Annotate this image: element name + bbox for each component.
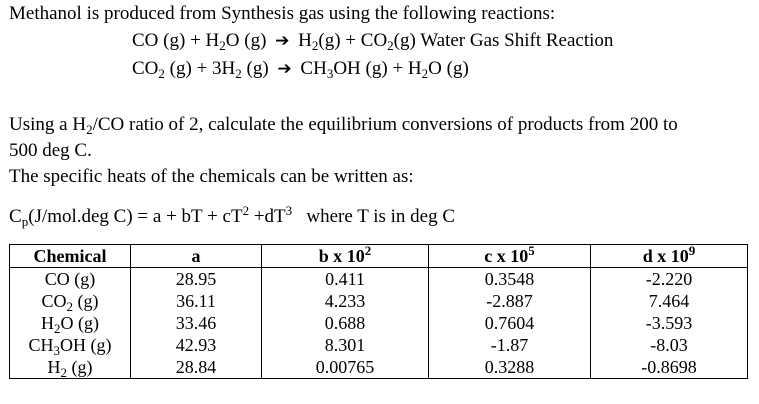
cell-c: 0.3548 (429, 268, 591, 291)
question-line-2: 500 deg C. (9, 140, 92, 161)
r2-co2: $CO_2$ (g) (132, 58, 192, 81)
cell-b: 0.411 (262, 268, 429, 291)
r2-ch3oh: $CH_3OH$ (g) (300, 58, 388, 81)
cell-c: 0.7604 (429, 312, 591, 334)
r1-name: Water Gas Shift Reaction (420, 30, 614, 51)
r2-plus1: + (196, 58, 208, 79)
r1-h2: $H_2(g)$ (298, 30, 341, 53)
cell-a: 36.11 (131, 290, 262, 312)
cell-d: -8.03 (591, 334, 748, 356)
table-row (10, 290, 748, 312)
header-b: b x $10^2$ (262, 245, 429, 268)
r1-co2: $CO_2(g)$ (360, 30, 416, 53)
cell-b: 8.301 (262, 334, 429, 356)
table-row (10, 268, 748, 291)
r1-plus2: + (345, 30, 357, 51)
heats-intro: The specific heats of the chemicals can be written as: (9, 166, 414, 187)
reaction-arrow-icon: ➔ (277, 59, 292, 79)
reaction-arrow-icon: ➔ (275, 31, 290, 51)
r2-plus2: + (392, 58, 404, 79)
cell-a: 28.84 (131, 356, 262, 379)
cell-d: 7.464 (591, 290, 748, 312)
cell-d: -3.593 (591, 312, 748, 334)
r2-h2: $3H_2$ (g) (212, 58, 269, 81)
r1-plus1: + (190, 30, 201, 51)
cell-a: 28.95 (131, 268, 262, 291)
cell-b: 0.688 (262, 312, 429, 334)
cell-a: 42.93 (131, 334, 262, 356)
question-line-1: Using a $H_2/CO$ ratio of 2, calculate the equilibrium conversions of products from 200 to (9, 114, 678, 137)
cell-b: 4.233 (262, 290, 429, 312)
specific-heat-table (9, 244, 748, 379)
cell-c: 0.3288 (429, 356, 591, 379)
table-header-row (10, 245, 748, 268)
r2-h2o: $H_2O$ (g) (407, 58, 469, 81)
header-c: c x $10^5$ (429, 245, 591, 268)
r1-h2o: $H_2O$ (g) (205, 30, 267, 53)
table-row (10, 356, 748, 379)
cell-b: 0.00765 (262, 356, 429, 379)
cell-chemical: $H_2O$ (g) (10, 312, 131, 334)
cell-c: -1.87 (429, 334, 591, 356)
header-a: a (131, 245, 262, 268)
table-row (10, 334, 748, 356)
intro-text: Methanol is produced from Synthesis gas using the following reactions: (9, 3, 556, 24)
cell-chemical: $CO_2$ (g) (10, 290, 131, 312)
header-chemical: Chemical (10, 245, 131, 268)
reaction-2 (132, 58, 469, 80)
cell-a: 33.46 (131, 312, 262, 334)
reaction-1 (132, 30, 613, 52)
cell-d: -0.8698 (591, 356, 748, 379)
header-d: d x $10^9$ (591, 245, 748, 268)
table-row (10, 312, 748, 334)
cp-formula: $C_p(J/mol.deg$ C) = a + bT + $cT^2 +dT^3$ where T is in deg C (9, 203, 456, 229)
cell-chemical: $H_2$ (g) (10, 356, 131, 379)
r1-co: CO (g) (132, 30, 186, 51)
cell-chemical: CO (g) (10, 268, 131, 291)
cell-d: -2.220 (591, 268, 748, 291)
cell-chemical: $CH_3OH$ (g) (10, 334, 131, 356)
cell-c: -2.887 (429, 290, 591, 312)
